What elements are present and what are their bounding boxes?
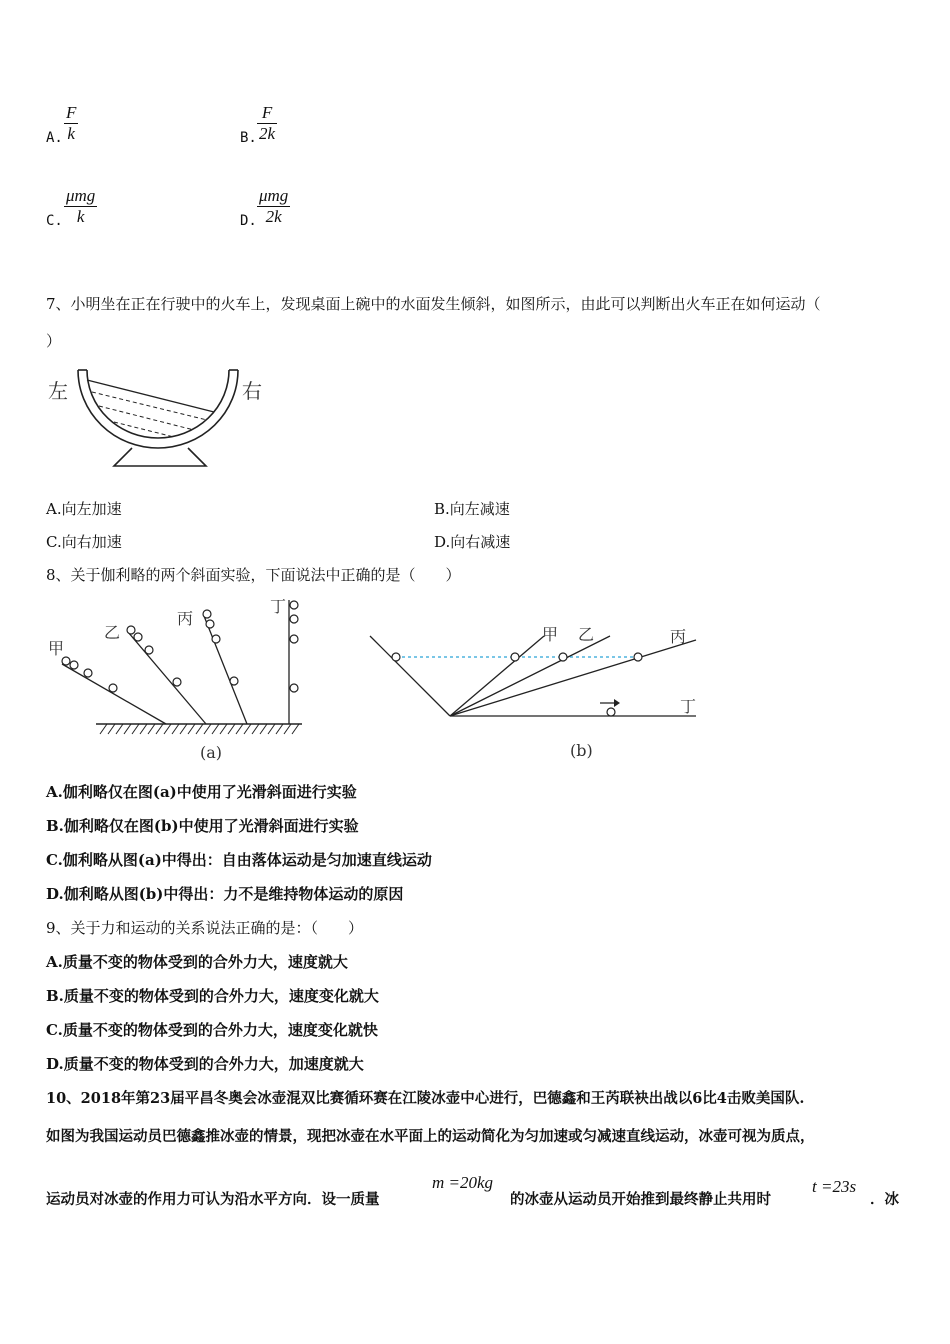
fig-b-label-jia: 甲: [542, 625, 559, 644]
fig-a-label-yi: 乙: [104, 623, 121, 642]
fig-b-incline-bing: [450, 640, 696, 716]
q6-option-c-denominator: k: [76, 207, 85, 226]
q8-option-d: D.伽利略从图(b)中得出：力不是维持物体运动的原因: [46, 885, 404, 903]
q6-option-d-label: D.: [240, 213, 257, 229]
q6-option-a-fraction: [64, 103, 78, 144]
q6-option-d-denominator: 2k: [265, 207, 282, 226]
q6-option-c-numerator: μmg: [66, 186, 96, 205]
q7-bowl-figure: [44, 362, 274, 472]
q7-option-a: A.向左加速: [46, 500, 122, 518]
water-dashed-line-2: [99, 406, 194, 430]
fig-b-balls: [392, 653, 642, 716]
q7-fig-right-label: 右: [242, 379, 262, 403]
bowl-inner-arc: [87, 370, 229, 438]
q7-option-d: D.向右减速: [434, 533, 511, 551]
q7-option-c: C.向右加速: [46, 533, 122, 551]
fig-a-label-ding: 丁: [270, 597, 287, 616]
q7-stem-line1: 7、小明坐在正在行驶中的火车上，发现桌面上碗中的水面发生倾斜，如图所示，由此可以判断出火车正在如何运动（: [46, 295, 821, 313]
q10-line3-part1: 运动员对冰壶的作用力可认为沿水平方向．设一质量: [46, 1191, 380, 1208]
fig-b-arrow-head-icon: [614, 699, 620, 707]
fig-b-label-bing: 丙: [670, 627, 687, 646]
q8-figure-b: [366, 612, 706, 764]
q9-option-d: D.质量不变的物体受到的合外力大，加速度就大: [46, 1055, 364, 1073]
q6-option-a-numerator: F: [66, 103, 77, 122]
fig-b-label-yi: 乙: [578, 625, 595, 644]
fig-a-incline-yi: [128, 632, 206, 724]
q8-option-b: B.伽利略仅在图(b)中使用了光滑斜面进行实验: [46, 817, 359, 835]
q10-line1: 10、2018年第23届平昌冬奥会冰壶混双比赛循环赛在江陵冰壶中心进行，巴德鑫和王芮联袂出战以6比4击败美国队.: [46, 1090, 805, 1107]
fig-a-label-jia: 甲: [48, 639, 65, 658]
q6-option-b-numerator: F: [257, 103, 277, 124]
q8-figure-a: [44, 592, 314, 764]
fig-a-incline-jia: [62, 664, 166, 724]
q6-option-b-fraction: [257, 103, 277, 144]
fig-a-label-bing: 丙: [177, 609, 194, 628]
fig-a-incline-bing: [204, 616, 247, 724]
q10-line3-part3: ．冰: [870, 1191, 899, 1208]
q8-option-a: A.伽利略仅在图(a)中使用了光滑斜面进行实验: [46, 783, 357, 801]
q6-option-a-label: A.: [46, 130, 63, 146]
fig-b-left-incline: [370, 636, 450, 716]
fig-a-ground-hatching: [100, 724, 299, 734]
q6-option-b-denominator: 2k: [259, 124, 276, 143]
q7-option-b: B.向左减速: [434, 500, 510, 518]
bowl-outer-arc: [78, 370, 238, 448]
q6-option-d-numerator: μmg: [259, 186, 289, 205]
q6-option-c-label: C.: [46, 213, 63, 229]
q6-option-d-fraction: [257, 186, 290, 227]
q10-math-time: t =23s: [812, 1177, 857, 1196]
water-surface-line: [87, 380, 214, 412]
q9-option-a: A.质量不变的物体受到的合外力大，速度就大: [46, 953, 348, 971]
q8-option-c: C.伽利略从图(a)中得出：自由落体运动是匀加速直线运动: [46, 851, 432, 869]
q7-fig-left-label: 左: [48, 379, 68, 403]
q6-option-a-denominator: k: [67, 124, 75, 143]
q10-math-mass: m =20kg: [432, 1173, 494, 1192]
q7-stem-line2: ）: [46, 332, 62, 350]
q9-option-c: C.质量不变的物体受到的合外力大，速度变化就快: [46, 1021, 378, 1039]
fig-b-caption: (b): [570, 741, 593, 760]
q9-option-b: B.质量不变的物体受到的合外力大，速度变化就大: [46, 987, 379, 1005]
bowl-stand: [114, 448, 206, 466]
q10-line3-part2: 的冰壶从运动员开始推到最终静止共用时: [510, 1191, 771, 1208]
q8-stem: 8、关于伽利略的两个斜面实验，下面说法中正确的是（ ）: [46, 566, 461, 584]
fig-b-label-ding: 丁: [680, 697, 697, 716]
fig-a-caption: (a): [200, 743, 223, 762]
q6-option-c-fraction: [64, 186, 97, 227]
q6-option-b-label: B.: [240, 130, 257, 146]
q9-stem: 9、关于力和运动的关系说法正确的是：（ ）: [46, 919, 364, 937]
q10-line2: 如图为我国运动员巴德鑫推冰壶的情景，现把冰壶在水平面上的运动简化为匀加速或匀减速直线运动，冰壶可视为质点，: [46, 1128, 815, 1145]
